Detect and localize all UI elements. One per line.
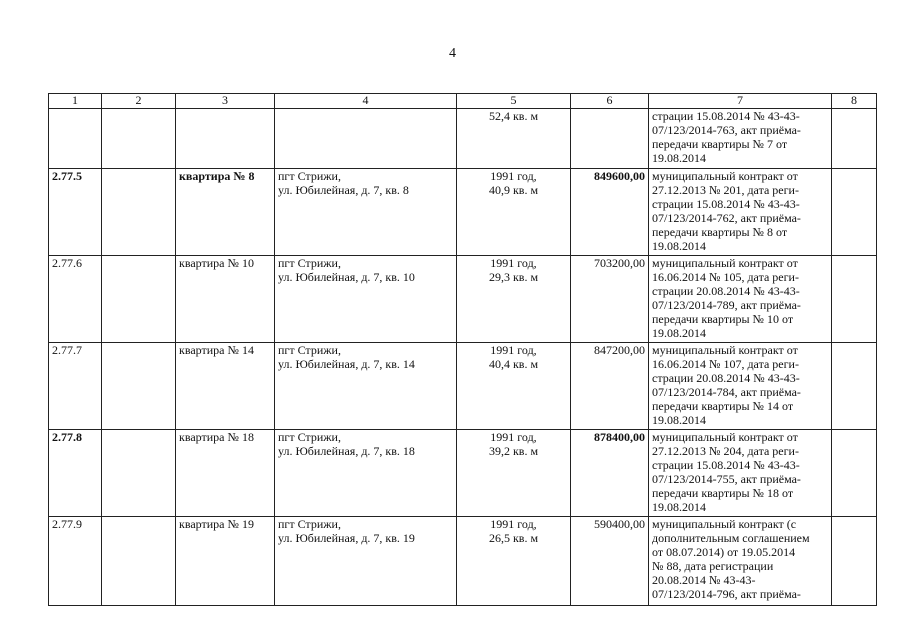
- cell-document: [649, 430, 832, 517]
- cell-price: 847200,00: [571, 343, 649, 430]
- document-line: 19.08.2014: [652, 151, 706, 165]
- cell-price: 849600,00: [571, 169, 649, 256]
- cell-empty: [102, 109, 176, 169]
- document-line: 19.08.2014: [652, 413, 706, 427]
- document-line: муниципальный контракт от: [652, 430, 798, 444]
- column-header: 4: [275, 94, 457, 109]
- cell-num: [49, 109, 102, 169]
- cell-name: квартира № 10: [176, 256, 275, 343]
- cell-name: квартира № 19: [176, 517, 275, 606]
- address-line: ул. Юбилейная, д. 7, кв. 8: [278, 183, 409, 197]
- cell-address: [275, 343, 457, 430]
- document-line: 16.06.2014 № 105, дата реги-: [652, 270, 799, 284]
- area-text: 40,9 кв. м: [488, 183, 539, 197]
- document-line: передачи квартиры № 18 от: [652, 486, 794, 500]
- document-line: 07/123/2014-789, акт приёма-: [652, 298, 801, 312]
- cell-document: [649, 109, 832, 169]
- area-text: 39,2 кв. м: [488, 444, 539, 458]
- cell-empty: [102, 343, 176, 430]
- document-line: 07/123/2014-784, акт приёма-: [652, 385, 801, 399]
- cell-price: 878400,00: [571, 430, 649, 517]
- area-text: 29,3 кв. м: [488, 270, 539, 284]
- address-line: пгт Стрижи,: [278, 430, 341, 444]
- cell-year-area: [457, 109, 571, 169]
- column-header: 6: [571, 94, 649, 109]
- document-line: 16.06.2014 № 107, дата реги-: [652, 357, 799, 371]
- cell-year-area: [457, 256, 571, 343]
- cell-name: квартира № 14: [176, 343, 275, 430]
- cell-num: 2.77.5: [49, 169, 102, 256]
- document-line: страции 15.08.2014 № 43-43-: [652, 197, 800, 211]
- document-line: передачи квартиры № 14 от: [652, 399, 794, 413]
- cell-name: квартира № 8: [176, 169, 275, 256]
- cell-year-area: [457, 169, 571, 256]
- document-line: передачи квартиры № 8 от: [652, 225, 788, 239]
- table-row: [49, 343, 877, 430]
- address-line: ул. Юбилейная, д. 7, кв. 14: [278, 357, 415, 371]
- document-line: 27.12.2013 № 204, дата реги-: [652, 444, 799, 458]
- document-line: 07/123/2014-763, акт приёма-: [652, 123, 801, 137]
- column-header: 7: [649, 94, 832, 109]
- document-line: муниципальный контракт (с: [652, 517, 797, 531]
- cell-empty: [102, 169, 176, 256]
- cell-num: 2.77.7: [49, 343, 102, 430]
- cell-document: [649, 256, 832, 343]
- document-line: № 88, дата регистрации: [652, 559, 774, 573]
- cell-note: [832, 430, 877, 517]
- cell-note: [832, 256, 877, 343]
- cell-address: [275, 517, 457, 606]
- cell-document: [649, 343, 832, 430]
- year-text: 1991 год,: [490, 343, 537, 357]
- column-header: 1: [49, 94, 102, 109]
- cell-address: [275, 256, 457, 343]
- cell-price: 703200,00: [571, 256, 649, 343]
- cell-num: 2.77.8: [49, 430, 102, 517]
- area-text: 26,5 кв. м: [488, 531, 539, 545]
- area-text: 52,4 кв. м: [488, 109, 539, 123]
- address-line: пгт Стрижи,: [278, 517, 341, 531]
- table-row: [49, 517, 877, 606]
- document-line: страции 15.08.2014 № 43-43-: [652, 458, 800, 472]
- address-line: пгт Стрижи,: [278, 343, 341, 357]
- address-line: ул. Юбилейная, д. 7, кв. 18: [278, 444, 415, 458]
- table-row: [49, 256, 877, 343]
- cell-empty: [102, 430, 176, 517]
- cell-name: квартира № 18: [176, 430, 275, 517]
- cell-empty: [102, 517, 176, 606]
- document-line: муниципальный контракт от: [652, 256, 798, 270]
- address-line: ул. Юбилейная, д. 7, кв. 19: [278, 531, 415, 545]
- document-line: передачи квартиры № 7 от: [652, 137, 788, 151]
- property-registry-table: [48, 93, 877, 606]
- document-line: дополнительным соглашением: [652, 531, 810, 545]
- document-line: муниципальный контракт от: [652, 169, 798, 183]
- cell-note: [832, 343, 877, 430]
- cell-name: [176, 109, 275, 169]
- year-text: 1991 год,: [490, 256, 537, 270]
- cell-empty: [102, 256, 176, 343]
- document-line: 19.08.2014: [652, 239, 706, 253]
- cell-price: 590400,00: [571, 517, 649, 606]
- document-line: 27.12.2013 № 201, дата реги-: [652, 183, 799, 197]
- address-line: пгт Стрижи,: [278, 256, 341, 270]
- cell-address: [275, 109, 457, 169]
- year-text: 1991 год,: [490, 430, 537, 444]
- cell-num: 2.77.6: [49, 256, 102, 343]
- table-row: [49, 169, 877, 256]
- address-line: ул. Юбилейная, д. 7, кв. 10: [278, 270, 415, 284]
- cell-year-area: [457, 517, 571, 606]
- cell-year-area: [457, 343, 571, 430]
- cell-note: [832, 169, 877, 256]
- column-header: 8: [832, 94, 877, 109]
- document-line: от 08.07.2014) от 19.05.2014: [652, 545, 796, 559]
- document-line: страции 20.08.2014 № 43-43-: [652, 284, 800, 298]
- year-text: 1991 год,: [490, 517, 537, 531]
- cell-document: [649, 169, 832, 256]
- year-text: 1991 год,: [490, 169, 537, 183]
- column-number-row: [49, 94, 877, 109]
- column-header: 2: [102, 94, 176, 109]
- column-header: 3: [176, 94, 275, 109]
- cell-address: [275, 169, 457, 256]
- document-line: страции 20.08.2014 № 43-43-: [652, 371, 800, 385]
- table-row: [49, 430, 877, 517]
- cell-price: [571, 109, 649, 169]
- document-line: страции 15.08.2014 № 43-43-: [652, 109, 800, 123]
- document-line: передачи квартиры № 10 от: [652, 312, 794, 326]
- cell-year-area: [457, 430, 571, 517]
- document-line: 19.08.2014: [652, 500, 706, 514]
- area-text: 40,4 кв. м: [488, 357, 539, 371]
- document-line: 07/123/2014-762, акт приёма-: [652, 211, 801, 225]
- cell-note: [832, 517, 877, 606]
- document-line: 07/123/2014-796, акт приёма-: [652, 587, 801, 601]
- cell-note: [832, 109, 877, 169]
- page-number: 4: [449, 46, 456, 61]
- document-line: 19.08.2014: [652, 326, 706, 340]
- document-line: 20.08.2014 № 43-43-: [652, 573, 756, 587]
- cell-address: [275, 430, 457, 517]
- cell-document: [649, 517, 832, 606]
- document-line: муниципальный контракт от: [652, 343, 798, 357]
- column-header: 5: [457, 94, 571, 109]
- table-row-continuation: [49, 109, 877, 169]
- document-line: 07/123/2014-755, акт приёма-: [652, 472, 801, 486]
- address-line: пгт Стрижи,: [278, 169, 341, 183]
- cell-num: 2.77.9: [49, 517, 102, 606]
